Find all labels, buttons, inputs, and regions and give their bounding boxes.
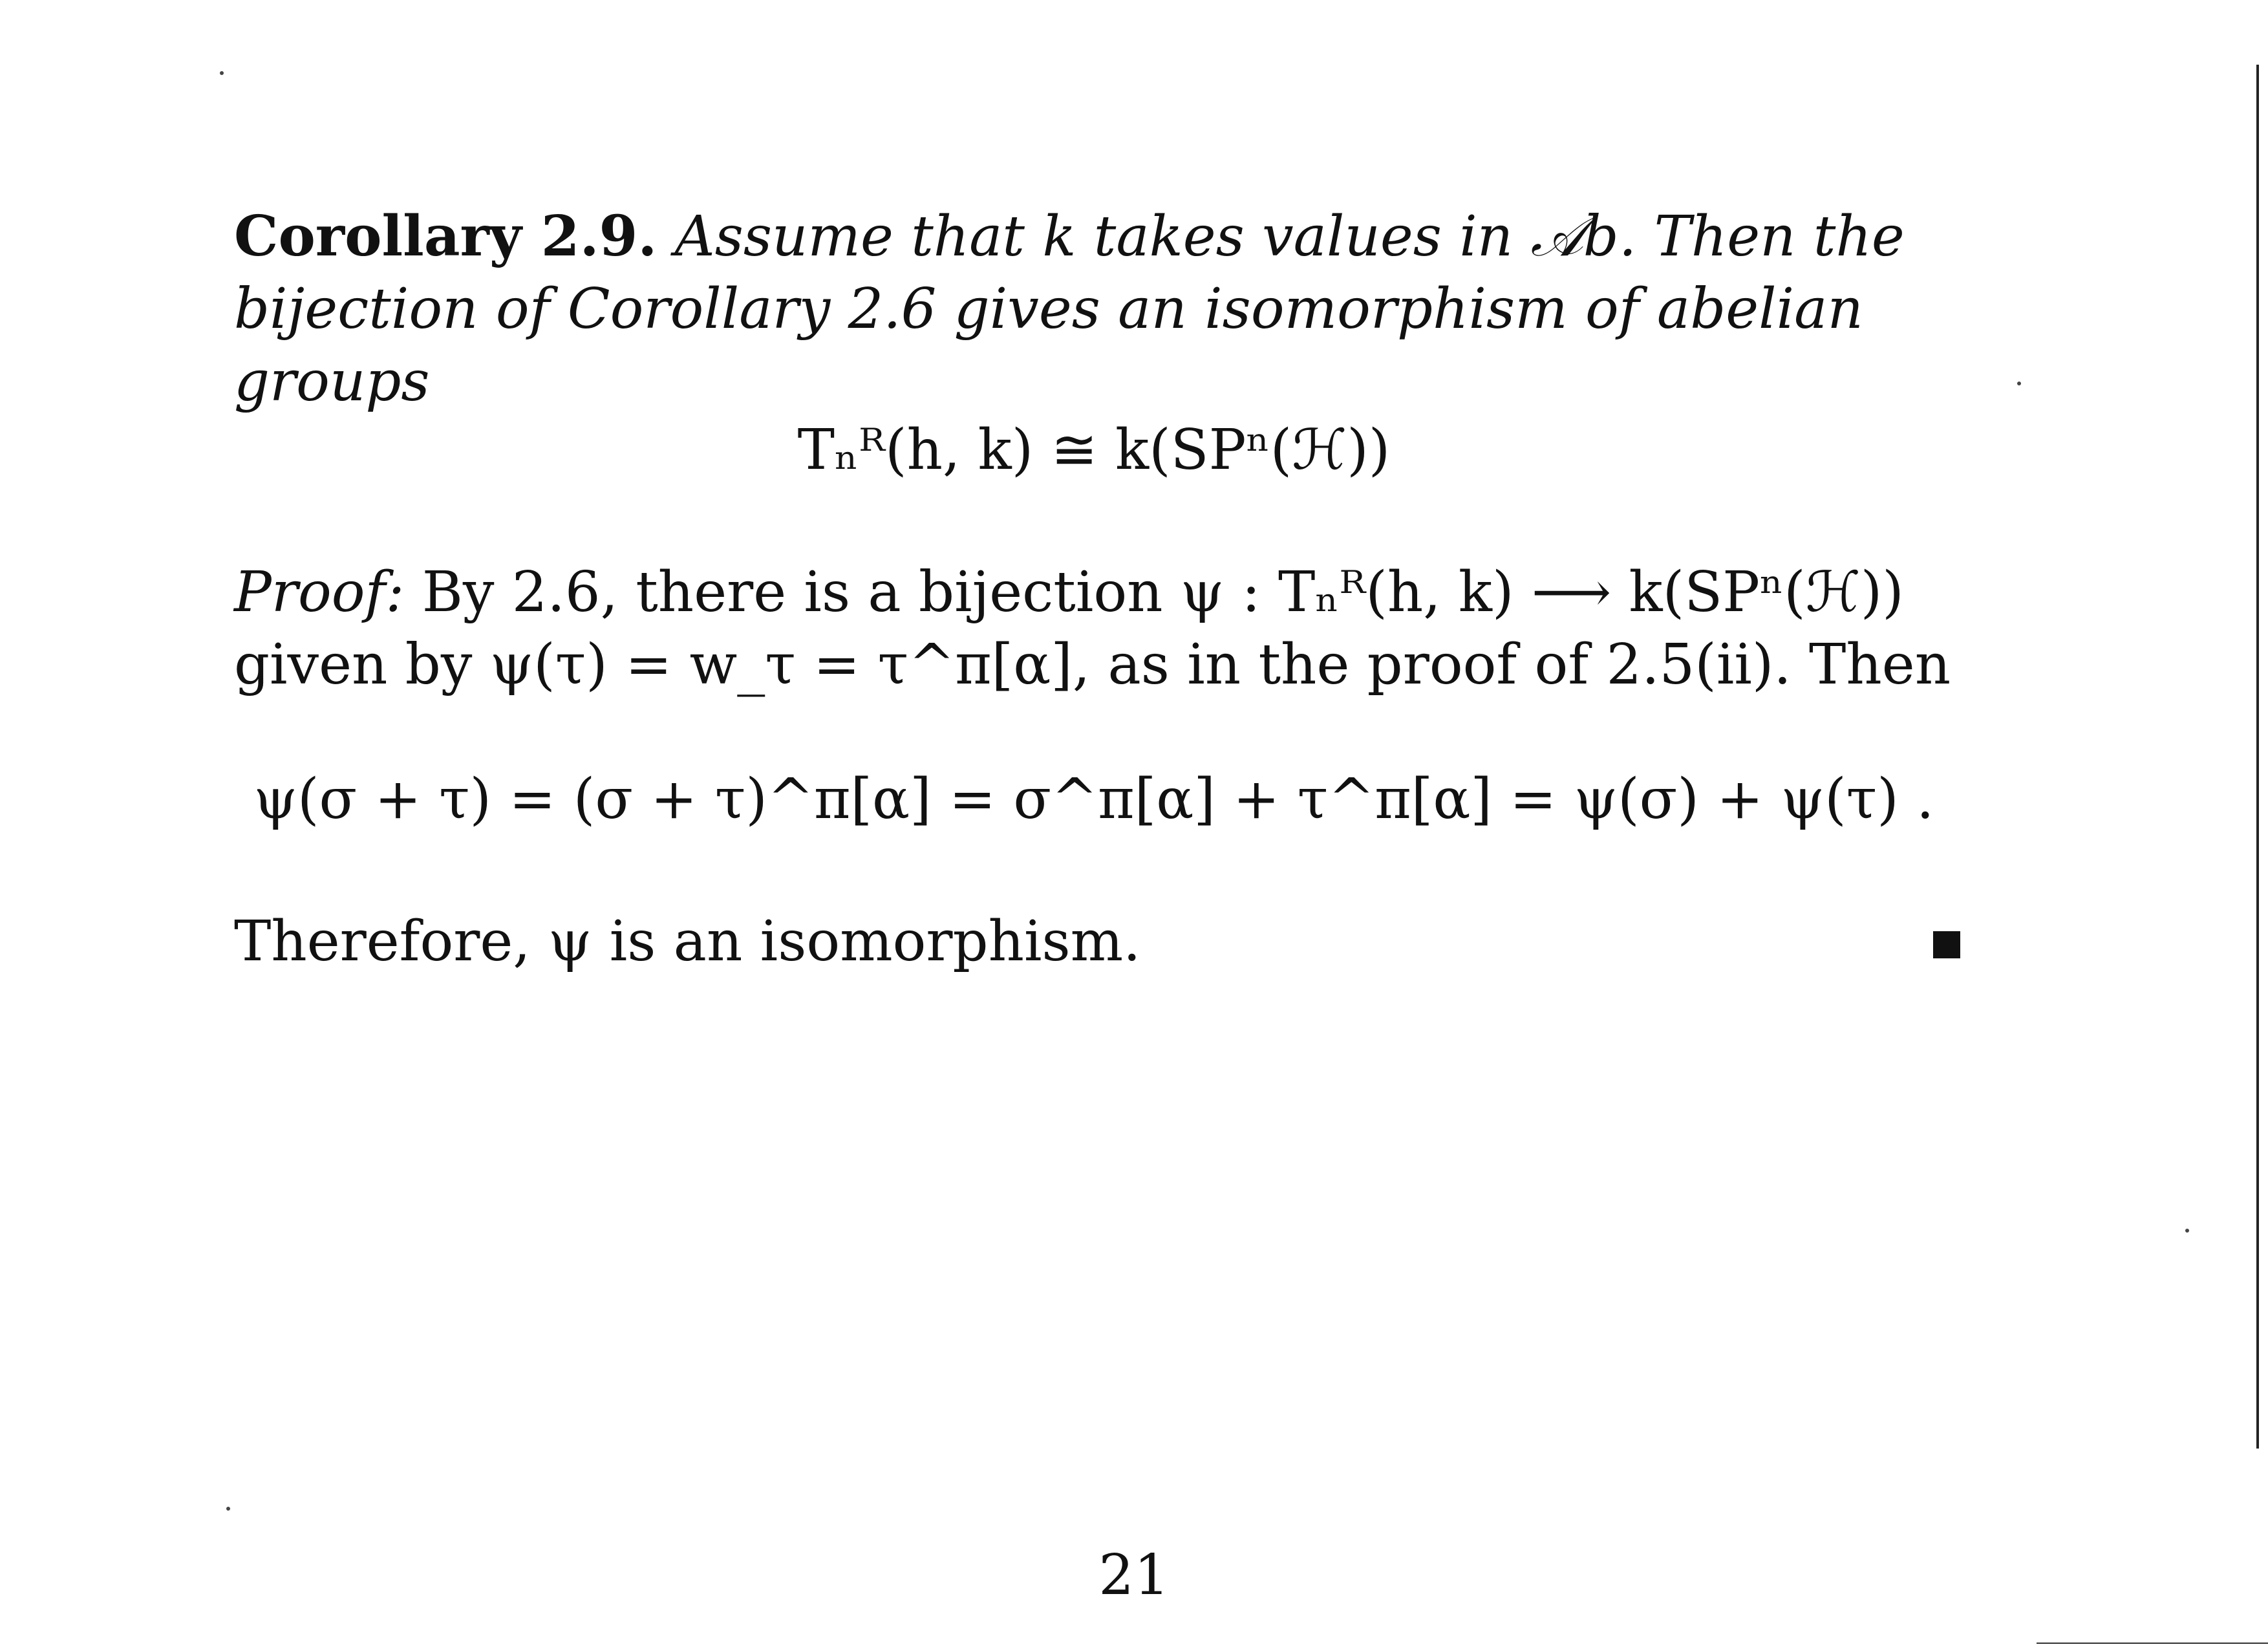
scan-speck <box>220 71 224 75</box>
proof-label: Proof: <box>234 560 405 625</box>
display-equation-homomorphism: ψ(σ + τ) = (σ + τ)^π[α] = σ^π[α] + τ^π[α] = ψ(σ) + ψ(τ) . <box>253 767 1934 832</box>
display-equation-isomorphism: Tₙᴿ(h, k) ≅ k(SPⁿ(ℋ)) <box>797 418 1391 482</box>
conclusion-sentence: Therefore, ψ is an isomorphism. <box>234 909 1141 974</box>
scan-speck <box>2185 1229 2189 1233</box>
scan-margin-line <box>2256 65 2259 1449</box>
scan-speck <box>226 1507 230 1511</box>
scan-speck <box>2017 382 2021 385</box>
corollary-paragraph <box>234 200 1954 418</box>
qed-square-icon <box>1933 931 1960 958</box>
proof-paragraph <box>234 556 1954 701</box>
proof-text: By 2.6, there is a bijection ψ : Tₙᴿ(h, k) ⟶ k(SPⁿ(ℋ)) given by ψ(τ) = w_τ = τ^π[α], as in the proof of 2.5(ii). Then <box>234 560 1951 697</box>
scan-bottom-line <box>2037 1643 2268 1644</box>
page-number: 21 <box>1098 1543 1170 1608</box>
corollary-title: Corollary 2.9. <box>234 204 658 269</box>
corollary-statement: Assume that k takes values in 𝒜b. Then the bijection of Corollary 2.6 gives an isomorphism of abelian groups <box>234 204 1905 414</box>
